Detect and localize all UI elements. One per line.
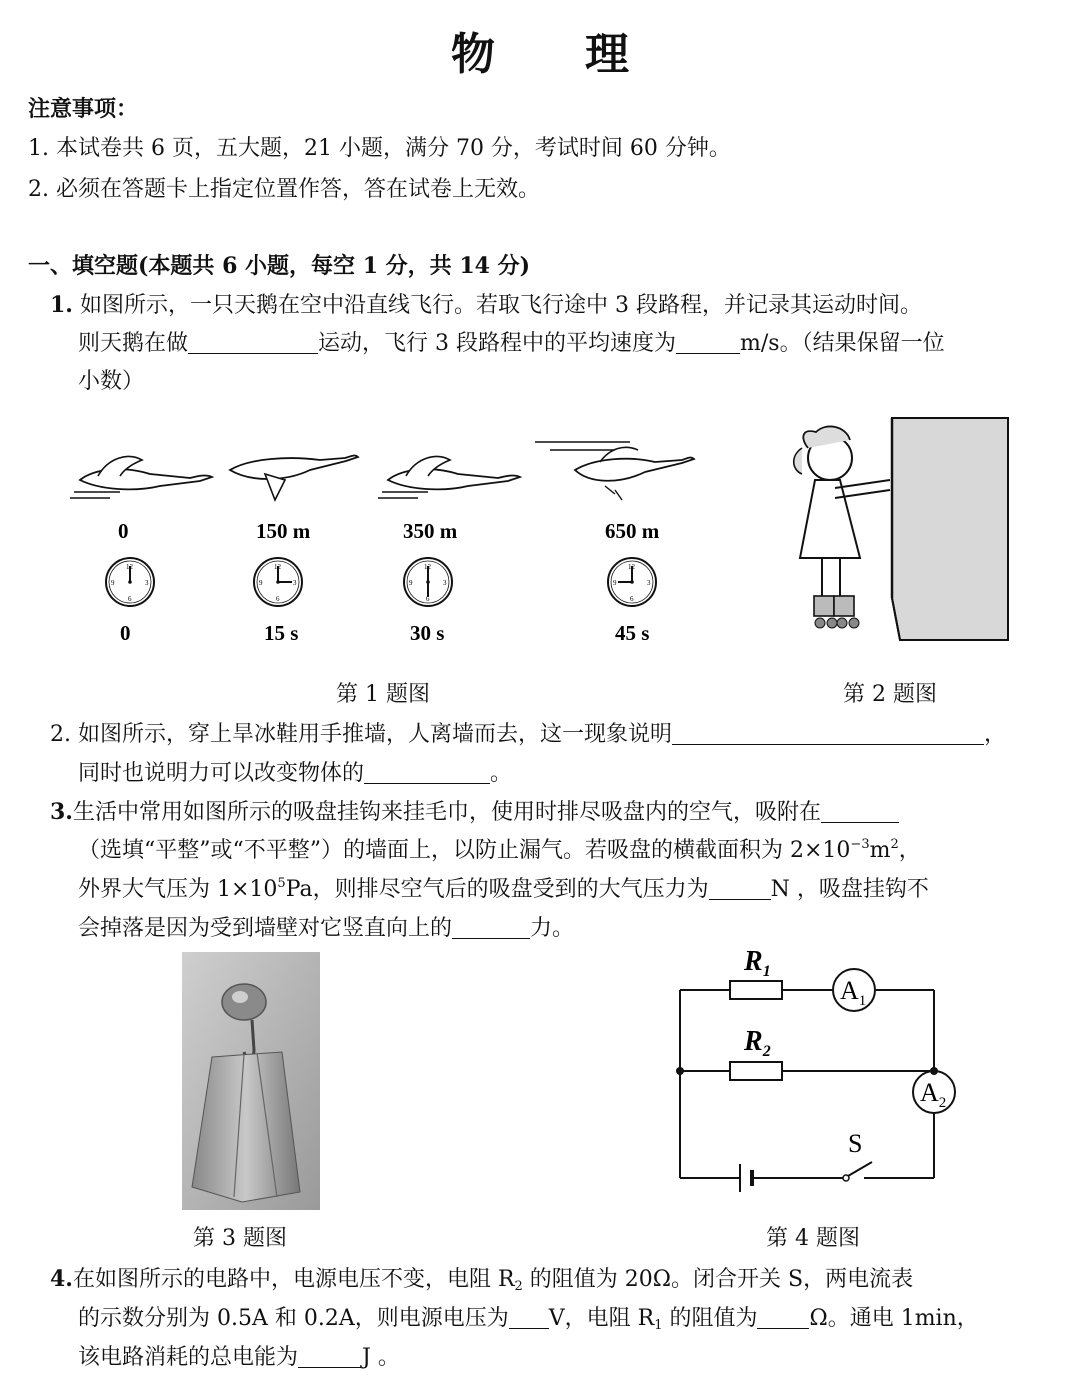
clock-15-icon (254, 558, 302, 606)
swan-2-icon (230, 455, 358, 500)
q2-text-2a: 同时也说明力可以改变物体的 (78, 761, 365, 786)
distance-label-0: 0 (118, 519, 129, 543)
title-char-1: 物 (451, 29, 495, 80)
swan-1-icon (70, 457, 212, 498)
q2-text-2b: 。 (490, 761, 513, 786)
q3-line-2 (78, 833, 921, 864)
q4-sub-2: 1 (654, 1318, 663, 1333)
notice-heading: 注意事项： (28, 96, 139, 122)
q3-text-2c: ， (898, 838, 921, 863)
q3-text-3a: 外界大气压为 1×10 (78, 877, 278, 902)
q4-text-2d: Ω。通电 1min， (809, 1306, 979, 1331)
q3-line-1 (50, 795, 899, 826)
q4-text-1a: 在如图所示的电路中，电源电压不变，电阻 R (72, 1267, 515, 1292)
q4-blank-voltage[interactable] (509, 1306, 549, 1329)
q4-number: 4. (50, 1266, 73, 1292)
q4-text-1b: 的阻值为 20Ω。闭合开关 S，两电流表 (522, 1267, 914, 1292)
title-char-2: 理 (585, 29, 629, 80)
swan-4-icon (535, 442, 694, 500)
time-label-0: 0 (120, 621, 131, 645)
swan-3-icon (378, 457, 520, 498)
r1-label: $R_1$ (744, 946, 771, 980)
q4-line-3 (78, 1340, 400, 1371)
q4-line-1 (50, 1262, 913, 1293)
q1-blank-motion[interactable] (188, 331, 318, 354)
q2-figure (780, 418, 1010, 643)
q2-figure-caption: 第 2 题图 (843, 682, 937, 707)
q2-blank-phenomenon[interactable] (672, 722, 984, 745)
q4-line-2 (78, 1301, 979, 1332)
resistor-r1-icon (730, 981, 782, 999)
q3-text-3c: N ，吸盘挂钩不 (770, 877, 929, 902)
distance-label-150: 150 m (256, 519, 311, 543)
q2-blank-state[interactable] (364, 761, 490, 784)
q1-figure: 12 3 6 9 0 150 m 350 m 650 m 0 15 s 30 s 45 s (70, 430, 710, 650)
q1-figure-caption: 第 1 题图 (336, 682, 430, 707)
q3-figure (182, 952, 320, 1210)
q1-text-2b: 运动，飞行 3 段路程中的平均速度为 (318, 331, 677, 356)
q4-text-3a: 该电路消耗的总电能为 (78, 1345, 299, 1370)
q1-line-3: 小数） (78, 369, 145, 394)
time-label-30: 30 s (410, 621, 445, 645)
time-label-15: 15 s (264, 621, 299, 645)
q3-exp-2: 2 (890, 837, 899, 852)
q1-text-1: 如图所示，一只天鹅在空中沿直线飞行。若取飞行途中 3 段路程，并记录其运动时间。 (79, 293, 922, 318)
resistor-r2-icon (730, 1062, 782, 1080)
q3-line-4 (78, 911, 574, 942)
distance-label-650: 650 m (605, 519, 660, 543)
q1-text-2c: m/s。（结果保留一位 (740, 331, 945, 356)
notice-item-2: 2. 必须在答题卡上指定位置作答，答在试卷上无效。 (28, 177, 540, 202)
q2-text-1b: ， (984, 722, 1007, 747)
q3-text-4b: 力。 (530, 916, 575, 941)
q4-blank-resistance[interactable] (757, 1306, 809, 1329)
q4-figure-caption: 第 4 题图 (766, 1226, 860, 1251)
a1-label: $A_1$ (840, 976, 867, 1009)
q4-sub-1: 2 (514, 1279, 523, 1294)
q2-line-2 (78, 756, 512, 787)
battery-icon (740, 1164, 752, 1192)
page-title (0, 18, 1080, 82)
q2-line-1 (50, 717, 1006, 748)
q3-number: 3. (50, 799, 73, 825)
q3-text-2a: （选填“平整”或“不平整”）的墙面上，以防止漏气。若吸盘的横截面积为 2×10 (78, 838, 851, 863)
q4-figure (668, 938, 968, 1193)
wall-icon (892, 418, 1008, 640)
time-label-45: 45 s (615, 621, 650, 645)
switch-label: S (848, 1129, 863, 1158)
q1-line-1 (50, 288, 922, 319)
q4-text-3b: J 。 (362, 1345, 400, 1370)
q1-number: 1. (50, 292, 73, 318)
clock-30-icon (404, 558, 452, 606)
section-1-heading: 一、填空题(本题共 6 小题，每空 1 分，共 14 分) (28, 253, 531, 279)
q3-text-2b: m (869, 838, 891, 863)
q3-blank-wall[interactable] (821, 800, 899, 823)
q4-text-2c: 的阻值为 (662, 1306, 758, 1331)
q4-text-2b: V，电阻 R (548, 1306, 655, 1331)
q3-figure-caption: 第 3 题图 (193, 1226, 287, 1251)
q4-text-2a: 的示数分别为 0.5A 和 0.2A，则电源电压为 (78, 1306, 509, 1331)
q3-text-3b: Pa，则排尽空气后的吸盘受到的大气压力为 (285, 877, 709, 902)
notice-item-1: 1. 本试卷共 6 页，五大题，21 小题，满分 70 分，考试时间 60 分钟。 (28, 136, 731, 161)
q2-text-1a: 2. 如图所示，穿上旱冰鞋用手推墙，人离墙而去，这一现象说明 (50, 722, 672, 747)
q3-exp-1: −3 (850, 837, 870, 852)
clock-45-icon (608, 558, 656, 606)
q1-text-2a: 则天鹅在做 (78, 331, 189, 356)
q3-exp-3: 5 (277, 876, 286, 891)
q4-blank-energy[interactable] (298, 1345, 362, 1368)
q3-text-4a: 会掉落是因为受到墙壁对它竖直向上的 (78, 916, 453, 941)
q3-blank-friction[interactable] (452, 916, 530, 939)
q1-line-2 (78, 326, 945, 357)
q3-line-3 (78, 872, 929, 903)
clock-0-icon (106, 558, 154, 606)
r2-label: $R_2$ (744, 1026, 771, 1060)
q1-blank-speed[interactable] (676, 331, 740, 354)
q3-text-1: 生活中常用如图所示的吸盘挂钩来挂毛巾，使用时排尽吸盘内的空气，吸附在 (72, 800, 821, 825)
distance-label-350: 350 m (403, 519, 458, 543)
q3-blank-force[interactable] (709, 877, 771, 900)
a2-label: $A_2$ (920, 1078, 947, 1111)
